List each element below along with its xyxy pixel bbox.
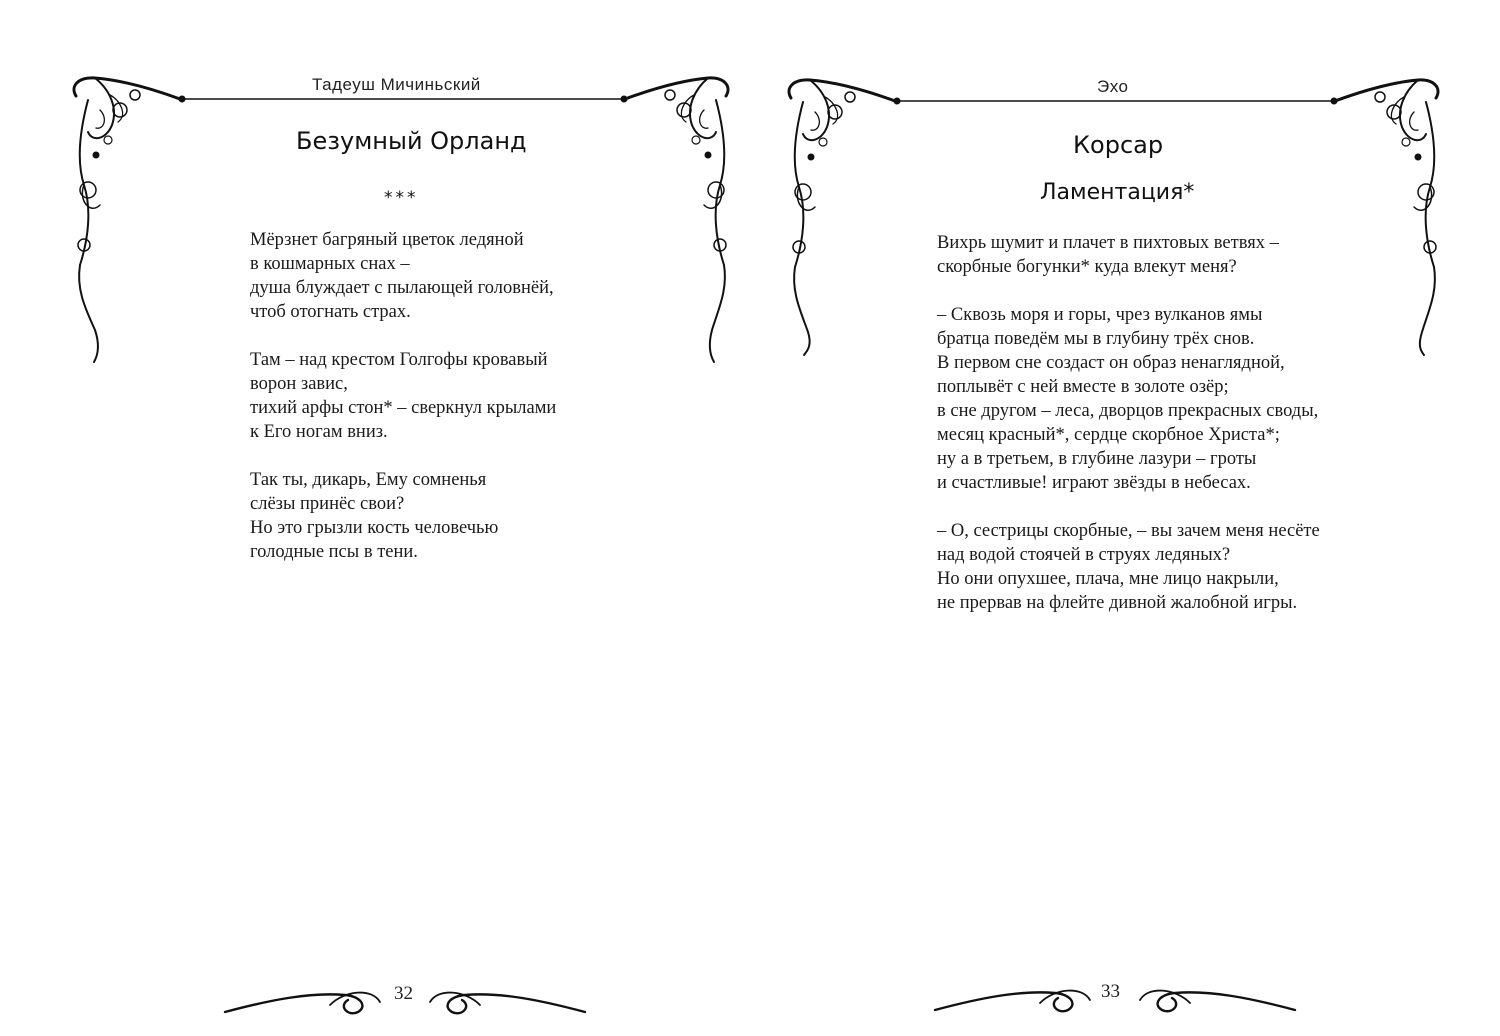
poem-line: слёзы принёс свои? bbox=[250, 494, 405, 514]
poem-line: не прервав на флейте дивной жалобной игры. bbox=[937, 593, 1298, 613]
stanza bbox=[250, 348, 556, 444]
stanza bbox=[250, 468, 556, 564]
poem-line: Вихрь шумит и плачет в пихтовых ветвях – bbox=[937, 233, 1279, 253]
stanza bbox=[250, 228, 556, 324]
section-separator: *** bbox=[384, 188, 419, 208]
poem-line: – О, сестрицы скорбные, – вы зачем меня несёте bbox=[937, 521, 1320, 541]
poem-line: чтоб отогнать страх. bbox=[250, 302, 411, 322]
poem-line: скорбные богунки* куда влекут меня? bbox=[937, 257, 1237, 277]
page-number: 33 bbox=[1101, 981, 1120, 1002]
poem-line: ворон завис, bbox=[250, 374, 348, 394]
poem-line: ну а в третьем, в глубине лазури – гроты bbox=[937, 449, 1257, 469]
running-head-author: Тадеуш Мичиньский bbox=[312, 75, 481, 94]
poem-line: над водой стоячей в струях ледяных? bbox=[937, 545, 1231, 565]
poem-line: поплывёт с ней вместе в золоте озёр; bbox=[937, 377, 1229, 397]
poem-title: Безумный Орланд bbox=[296, 127, 527, 155]
poem-line: В первом сне создаст он образ ненаглядной, bbox=[937, 353, 1285, 373]
corner-ornament-top-left bbox=[789, 80, 895, 355]
poem-line: Там – над крестом Голгофы кровавый bbox=[250, 350, 548, 370]
poem-line: месяц красный*, сердце скорбное Христа*; bbox=[937, 425, 1280, 445]
right-page bbox=[750, 0, 1500, 1036]
poem-line: голодные псы в тени. bbox=[250, 542, 418, 562]
page-number: 32 bbox=[394, 983, 413, 1004]
poem-line: и счастливые! играют звёзды в небесах. bbox=[937, 473, 1251, 493]
poem-title: Корсар bbox=[1073, 131, 1164, 159]
stanza bbox=[937, 303, 1320, 495]
poem-line: Так ты, дикарь, Ему сомненья bbox=[250, 470, 487, 490]
corner-ornament-top-left bbox=[74, 78, 180, 362]
poem-line: Но это грызли кость человечью bbox=[250, 518, 499, 538]
stanza bbox=[937, 231, 1320, 279]
corner-ornament-top-right bbox=[1335, 80, 1438, 355]
poem-line: в кошмарных снах – bbox=[250, 254, 410, 274]
poem-line: – Сквозь моря и горы, чрез вулканов ямы bbox=[937, 305, 1263, 325]
stanza bbox=[937, 519, 1320, 615]
running-head-book: Эхо bbox=[1097, 77, 1129, 96]
poem-line: душа блуждает с пылающей головнёй, bbox=[250, 278, 554, 298]
poem-line: тихий арфы стон* – сверкнул крылами bbox=[250, 398, 557, 418]
poem-body bbox=[250, 228, 556, 588]
corner-ornament-top-right bbox=[625, 78, 728, 362]
poem-line: Мёрзнет багряный цветок ледяной bbox=[250, 230, 524, 250]
poem-line: в сне другом – леса, дворцов прекрасных своды, bbox=[937, 401, 1319, 421]
poem-line: братца поведём мы в глубину трёх снов. bbox=[937, 329, 1255, 349]
poem-subtitle: Ламентация* bbox=[1040, 180, 1195, 205]
poem-line: к Его ногам вниз. bbox=[250, 422, 388, 442]
poem-body bbox=[937, 231, 1320, 639]
poem-line: Но они опухшее, плача, мне лицо накрыли, bbox=[937, 569, 1279, 589]
